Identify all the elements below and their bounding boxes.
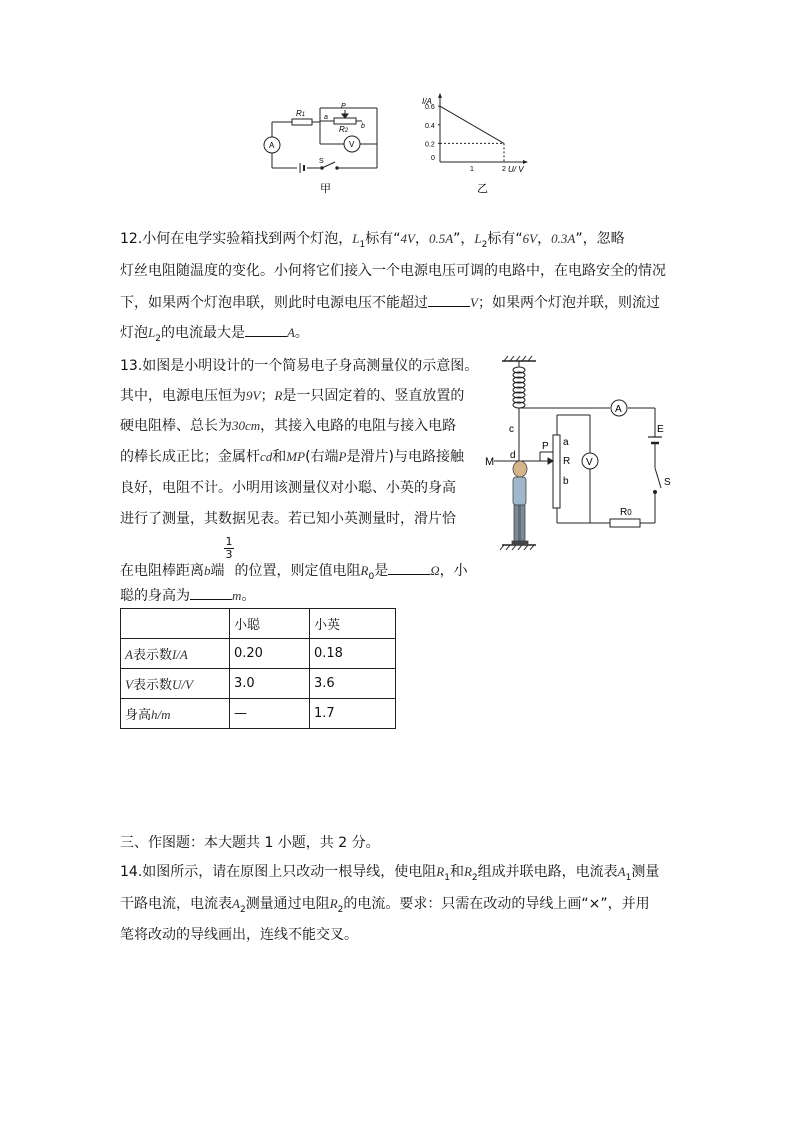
y-tick-label: 0.4 (425, 122, 435, 130)
table-row (121, 699, 396, 729)
measurement-table (120, 608, 396, 729)
q14-line3: 笔将改动的导线画出，连线不能交叉。 (120, 927, 358, 943)
label-r-rod: R (563, 456, 571, 467)
q14-line2: 干路电流，电流表$A_2$测量通过电阻$R_2$的电流。要求：只需在改动的导线上画“×”，并用 (120, 896, 650, 915)
ammeter-symbol-q13: A (615, 404, 622, 415)
answer-blank-height[interactable] (190, 585, 232, 600)
x-axis-arrow (523, 160, 528, 164)
x-axis-label: U/ V (508, 165, 524, 174)
table-header-cell (121, 609, 230, 639)
q13-line5: 良好，电阻不计。小明用该测量仪对小聪、小英的身高 (120, 480, 456, 496)
fraction-one-third: 1 3 (225, 535, 233, 561)
circuit-diagram-jia (262, 100, 387, 200)
table-row-label: V表示数U/V (121, 669, 230, 699)
label-p-slider: P (542, 441, 549, 452)
chart-plot-area (425, 93, 528, 173)
table-header-cell: 小英 (310, 609, 396, 639)
q12-line3: 下，如果两个灯泡串联，则此时电源电压不能超过 V；如果两个灯泡并联，则流过 (120, 292, 660, 313)
label-s: S (664, 477, 671, 488)
q13-line7: 在电阻棒距离b端 的位置，则定值电阻$R_0$是 Ω，小 (120, 560, 468, 587)
caption-jia: 甲 (320, 183, 331, 195)
label-d: d (510, 450, 516, 461)
q12-line4: 灯泡$L_2$的电流最大是 A。 (120, 322, 309, 349)
series-line (440, 106, 504, 143)
table-cell: 0.20 (230, 639, 310, 669)
ammeter-symbol: A (269, 141, 275, 150)
label-a-rod: a (563, 437, 569, 448)
q13-line8: 聪的身高为 m。 (120, 585, 255, 606)
table-header-cell: 小聪 (230, 609, 310, 639)
voltmeter-symbol-q13: V (586, 457, 593, 468)
y-tick-label: 0.2 (425, 141, 435, 149)
voltmeter-symbol: V (349, 140, 355, 149)
height-meter-diagram (480, 355, 680, 555)
table-cell: 3.0 (230, 669, 310, 699)
iu-graph-yi (420, 92, 530, 197)
x-tick-label: 2 (502, 166, 506, 173)
person-figure (512, 461, 528, 545)
label-b-rod: b (563, 476, 569, 487)
q13-line1: 13.如图是小明设计的一个简易电子身高测量仪的示意图。 (120, 358, 479, 374)
answer-blank-voltage[interactable] (428, 292, 470, 307)
table-row-label: A表示数I/A (121, 639, 230, 669)
label-a: a (324, 114, 328, 121)
label-r0: R0 (620, 507, 632, 518)
table-header-row (121, 609, 396, 639)
caption-yi: 乙 (477, 183, 488, 195)
label-e: E (657, 424, 664, 435)
table-cell: 1.7 (310, 699, 396, 729)
q13-line4: 的棒长成正比；金属杆cd和MP(右端P是滑片)与电路接触 (120, 449, 464, 465)
q14-line1: 14.如图所示，请在原图上只改动一根导线，使电阻$R_1$和$R_2$组成并联电路，电流表$A_1$测量 (120, 864, 660, 883)
x-tick-label: 1 (470, 166, 474, 173)
q12-line2: 灯丝电阻随温度的变化。小何将它们接入一个电源电压可调的电路中，在电路安全的情况 (120, 263, 666, 279)
y-axis-arrow (438, 93, 442, 98)
answer-blank-current[interactable] (245, 322, 287, 337)
label-r1: R1 (296, 109, 306, 118)
label-p: P (341, 103, 346, 110)
x-tick-label: 0 (431, 155, 435, 162)
label-switch: S (319, 158, 324, 165)
y-axis-label: I/A (422, 97, 432, 106)
table-row (121, 639, 396, 669)
y-tick-label: 0.6 (425, 104, 435, 112)
table-row-label: 身高h/m (121, 699, 230, 729)
q13-line2: 其中，电源电压恒为9V；R是一只固定着的、竖直放置的 (120, 388, 465, 404)
label-m: M (485, 456, 495, 468)
q13-line6: 进行了测量，其数据见表。若已知小英测量时，滑片恰 (120, 511, 456, 527)
table-row (121, 669, 396, 699)
table-cell: 3.6 (310, 669, 396, 699)
section-heading: 三、作图题：本大题共 1 小题，共 2 分。 (120, 835, 380, 851)
label-b: b (361, 123, 365, 130)
table-cell: 0.18 (310, 639, 396, 669)
answer-blank-resistance[interactable] (388, 560, 430, 575)
label-r2: R2 (339, 125, 349, 134)
q12-line1: 12.小何在电学实验箱找到两个灯泡，$L_1$标有“4V，0.5A”，$L_2$标有“6V，0.3A”，忽略 (120, 231, 625, 250)
q13-line3: 硬电阻棒、总长为30cm，其接入电路的电阻与接入电路 (120, 418, 457, 434)
table-cell: — (230, 699, 310, 729)
label-c: c (509, 424, 514, 435)
